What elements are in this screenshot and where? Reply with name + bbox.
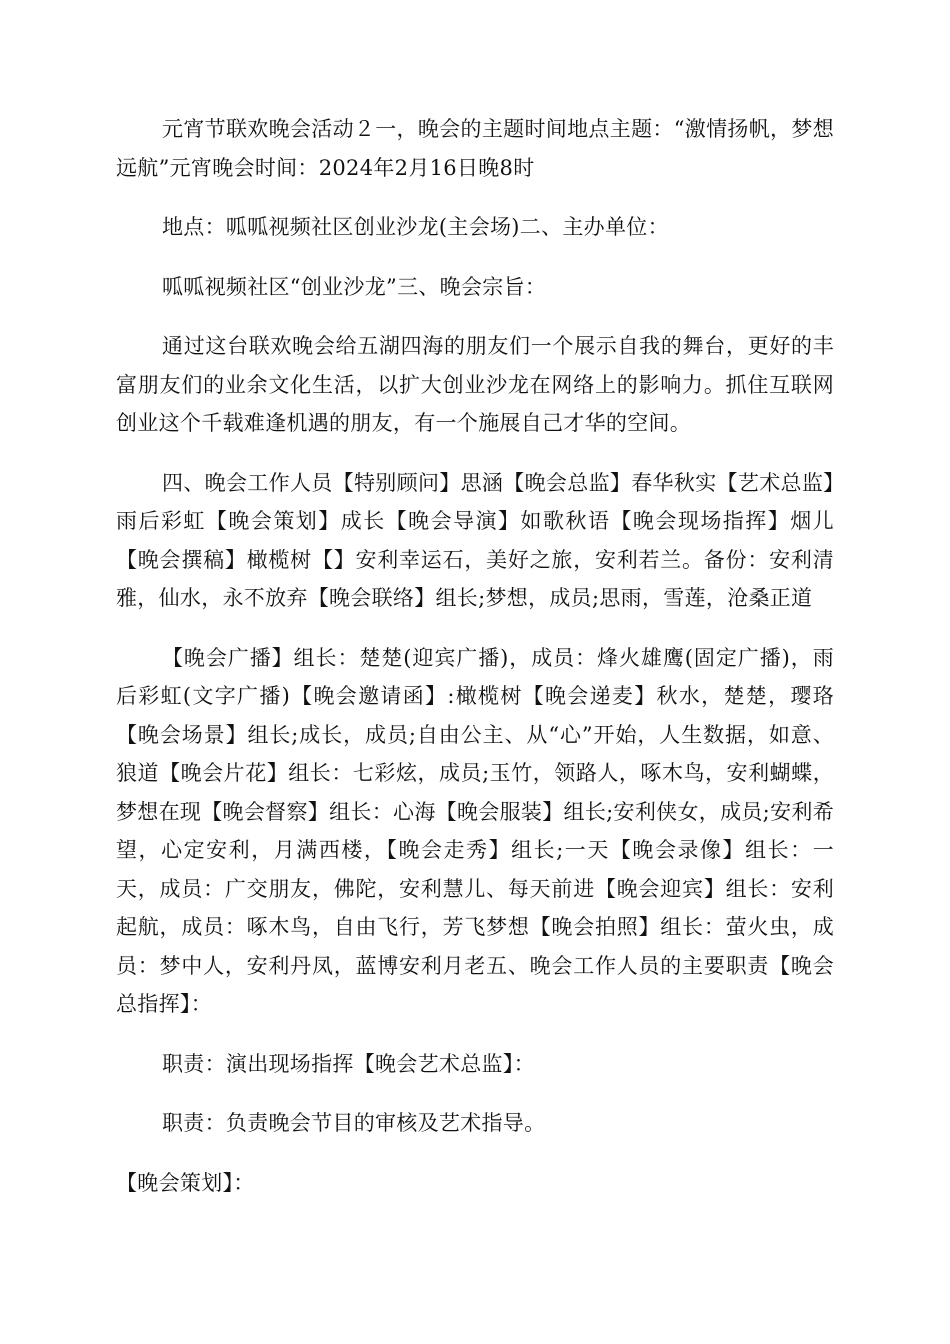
paragraph-location: 地点：呱呱视频社区创业沙龙(主会场)二、主办单位： — [162, 215, 669, 239]
paragraph-staff-roles: 【晚会广播】组长：楚楚(迎宾广播)，成员：烽火雄鹰(固定广播)，雨后彩虹(文字广播)【晚会邀请函】:橄榄树【晚会递麦】秋水，楚楚，璎珞【晚会场景】组长;成长，成员;自由公主、从“心”开始，人生数据，如意、狼道【晚会片花】组长：七彩炫，成员;玉竹，领路人，啄木鸟，安利蝴蝶，梦想在现【晚会督察】组长：心海【晚会服装】组长;安利侠女，成员;安利希望，心定安利，月满西楼，【晚会走秀】组长;一天【晚会录像】组长：一天，成员：广交朋友，佛陀，安利慧儿、每天前进【晚会迎宾】组长：安利起航，成员：啄木鸟，自由飞行，芳飞梦想【晚会拍照】组长：萤火虫，成员：梦中人，安利丹凤，蓝博安利月老五、晚会工作人员的主要职责【晚会总指挥】： — [116, 645, 834, 1016]
paragraph-staff: 四、晚会工作人员【特别顾问】思涵【晚会总监】春华秋实【艺术总监】雨后彩虹【晚会策划】成长【晚会导演】如歌秋语【晚会现场指挥】烟儿【晚会撰稿】橄榄树【】安利幸运石，美好之旅，安利若兰。备份：安利清雅，仙水，永不放弃【晚会联络】组长;梦想，成员;思雨，雪莲，沧桑正道 — [116, 470, 834, 610]
document-body — [116, 110, 834, 1202]
paragraph-organizer: 呱呱视频社区“创业沙龙”三、晚会宗旨： — [162, 274, 547, 299]
paragraph-duty-art-director: 职责：负责晚会节目的审核及艺术指导。 — [162, 1111, 546, 1135]
paragraph-purpose: 通过这台联欢晚会给五湖四海的朋友们一个展示自我的舞台，更好的丰富朋友们的业余文化生活，以扩大创业沙龙在网络上的影响力。抓住互联网创业这个千载难逢机遇的朋友，有一个施展自己才华的空间。 — [116, 334, 834, 435]
paragraph-planning-heading: 【晚会策划】： — [116, 1170, 255, 1195]
paragraph-title-theme: 元宵节联欢晚会活动２一，晚会的主题时间地点主题：“激情扬帆，梦想远航”元宵晚会时间：2024年2月16日晚8时 — [116, 117, 834, 180]
paragraph-duty-commander: 职责：演出现场指挥【晚会艺术总监】： — [162, 1051, 535, 1076]
